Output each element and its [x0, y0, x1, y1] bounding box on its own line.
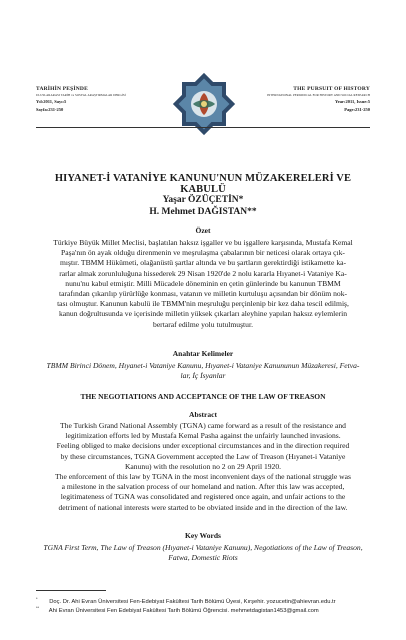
journal-subtitle-en: INTERNATIONAL PERIODICAL FOR HISTORY AND SOCIAL RESEARCH: [267, 93, 370, 97]
keywords-body: [36, 543, 370, 563]
abstract-line: The enforcement of this law by TGNA in the most inconvenient days of the national struggle was: [55, 472, 351, 482]
ozet-line: mıştır. TBMM Hükümeti, olağanüstü şartlar altında ve bu şartların gerektirdiği istikamette ka-: [59, 258, 347, 268]
journal-header-left: [36, 86, 176, 113]
ozet-line: bertaraf edilme yolu tutulmuştur.: [153, 319, 253, 329]
abstract-line: detriment of national interests were started to be obviated inside and in the direction of the law.: [58, 502, 348, 512]
ozet-line: Paşa'nın ön ayak olduğu direnmenin ve meşrulaşma çabalarının bir neticesi olarak ortaya çık-: [61, 248, 345, 258]
abstract-line: legitimization efforts led by Mustafa Kemal Pasha against the unfairly launched invasions.: [65, 431, 341, 441]
abstract-line: Feeling obliged to make decisions under exceptional circumstances and in the direction required: [56, 441, 350, 451]
footnote-2: [36, 604, 370, 615]
journal-title-tr: TARİHİN PEŞİNDE: [36, 86, 88, 92]
footnote-divider: [36, 590, 106, 591]
ozet-line: tarafından çıkarılıp yürürlüğe konması, vatanın ve milletin kurtuluşu açısından bir dönüm nok-: [58, 289, 348, 299]
journal-title-en: THE PURSUIT OF HISTORY: [293, 86, 370, 92]
author-2: H. Mehmet DAĞISTAN**: [149, 207, 257, 217]
journal-header-right: [220, 86, 370, 113]
ozet-line: Türkiye Büyük Millet Meclisi, başlatılan haksız işgaller ve bu işgallere karşısında, Mustafa Kemal: [53, 238, 353, 247]
anahtar-line: TBMM Birinci Dönem, Hıyanet-i Vataniye Kanunu, Hıyanet-i Vataniye Kanununun Müzakeresi, Fetva-: [46, 361, 360, 370]
abstract-line: The Turkish Grand National Assembly (TGNA) came forward as a result of the resistance and: [60, 421, 346, 430]
anahtar-body: [36, 361, 370, 381]
footnote-text: Doç. Dr. Ahi Evran Üniversitesi Fen-Edebiyat Fakültesi Tarih Bölümü Üyesi, Kırşehir. yozucetin@ahievran.edu.tr: [49, 598, 336, 605]
abstract-line: Kanunu) with the resolution no 2 on 29 April 1920.: [124, 461, 282, 471]
journal-issue-en: Year:2011, Issue:5: [335, 99, 370, 104]
journal-pages-en: Page:231-250: [344, 107, 370, 112]
footnote-mark: *: [36, 596, 38, 601]
header-divider: [36, 127, 370, 128]
author-1: Yaşar ÖZÜÇETİN*: [162, 195, 244, 205]
abstract-body: [36, 421, 370, 513]
ozet-line: nunu'nu kabul etmiştir. Milli Mücadele döneminin en çetin günlerinde bu kanunun TBMM: [65, 278, 341, 288]
ozet-line: tası olmuştur. Kanunun kabulü ile TBMM'nin meşruluğu perçinlenip bir kez daha tescil edilmiş,: [57, 299, 349, 309]
article-title: HIYANET-İ VATANİYE KANUNU'NUN MÜZAKERELERİ VE KABULÜ: [54, 173, 352, 195]
keywords-line: TGNA First Term, The Law of Treason (Hıyanet-i Vataniye Kanunu), Negotiations of the Law of Treason,: [43, 543, 363, 552]
footnote-text: Ahi Evran Üniversitesi Fen Edebiyat Fakültesi Tarih Bölümü Öğrencisi. mehmetdagistan1453@gmail.com: [48, 607, 319, 614]
abstract-line: by these circumstances, TGNA Government accepted the Law of Treason (Hıyanet-i Vataniye: [60, 451, 346, 461]
keywords-heading: Key Words: [185, 531, 221, 540]
footnote-mark: **: [36, 605, 40, 610]
abstract-line: legitimateness of TGNA was consolidated and registered once again, and unfair actions to the: [60, 492, 346, 502]
ozet-heading: Özet: [195, 226, 211, 235]
ozet-line: kanun doğrultusunda ve içerisinde milletin yüksek çıkarları aleyhine yapılan haksız eylemlerin: [58, 309, 348, 319]
ozet-body: [36, 238, 370, 330]
journal-subtitle-tr: ULUSLARARASI TARİH ve SOSYAL ARAŞTIRMALAR DERGİSİ: [36, 93, 126, 97]
keywords-line: Fatwa, Domestic Riots: [168, 553, 238, 563]
anahtar-heading: Anahtar Kelimeler: [172, 349, 234, 358]
anahtar-line: lar, İç İsyanlar: [180, 371, 226, 381]
journal-issue-tr: Yıl:2011, Sayı:5: [36, 99, 67, 104]
abstract-line: a milestone in the salvation process of our homeland and nation. After this law was accepted,: [61, 482, 345, 492]
ozet-line: rarlar almak zorunluluğuna hissederek 29 Nisan 1920'de 2 nolu kararla Hıyanet-i Vataniye Ka-: [59, 268, 347, 278]
abstract-heading: Abstract: [189, 410, 217, 419]
journal-pages-tr: Sayfa:231-250: [36, 107, 64, 112]
english-title: THE NEGOTIATIONS AND ACCEPTANCE OF THE LAW OF TREASON: [80, 392, 326, 401]
